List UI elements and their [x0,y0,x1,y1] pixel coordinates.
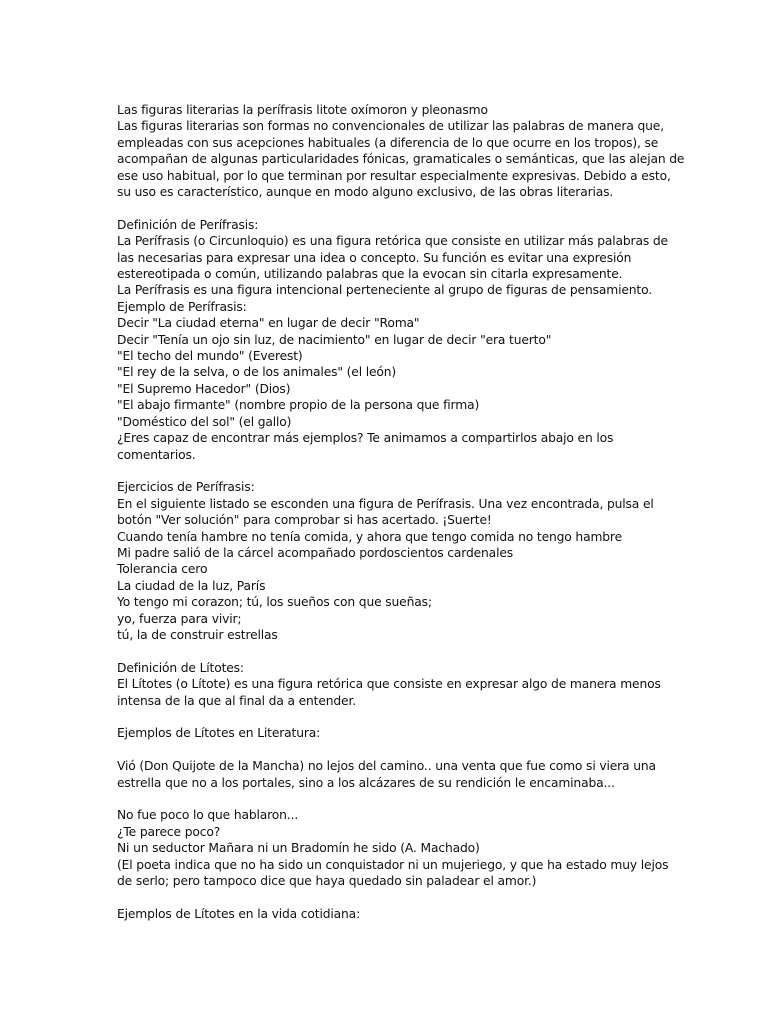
litotes-literature-line: de serlo; pero tampoco dice que haya quedado sin paladear el amor.) [117,874,537,888]
perifrasis-definition-line: La Perífrasis es una figura intencional perteneciente al grupo de figuras de pensamiento. [117,283,652,298]
perifrasis-example-line: "Doméstico del sol" (el gallo) [117,414,292,429]
paragraph-gap [117,889,657,905]
section-heading-perifrasis-exercises: Ejercicios de Perífrasis: [117,480,255,495]
perifrasis-exercise-line: Tolerancia cero [117,562,208,577]
perifrasis-example-line: comentarios. [117,447,196,462]
document-body [117,102,685,922]
perifrasis-example-line: ¿Eres capaz de encontrar más ejemplos? Te animamos a compartirlos abajo en los [117,431,614,446]
intro-line: empleadas con sus acepciones habituales (a diferencia de lo que ocurre en los tropos), se [117,135,659,150]
perifrasis-definition-line: estereotipada o común, utilizando palabras que la evocan sin citarla expresamente. [117,267,623,282]
perifrasis-exercise-line: Cuando tenía hambre no tenía comida, y ahora que tengo comida no tengo hambre [117,529,622,544]
paragraph-gap [117,463,657,479]
litotes-definition-line: El Lítotes (o Lítote) es una figura retórica que consiste en expresar algo de manera menos [117,677,661,692]
section-heading-perifrasis-example: Ejemplo de Perífrasis: [117,299,247,314]
intro-line: su uso es característico, aunque en modo alguno exclusivo, de las obras literarias. [117,185,614,200]
perifrasis-example-line: "El rey de la selva, o de los animales" (el león) [117,365,397,380]
perifrasis-definition-line: las necesarias para expresar una idea o concepto. Su función es evitar una expresión [117,250,632,265]
perifrasis-example-line: "El abajo firmante" (nombre propio de la persona que firma) [117,398,480,413]
intro-line: acompañan de algunas particularidades fónicas, gramaticales o semánticas, que las alejan de [117,152,685,167]
litotes-literature-line: Vió (Don Quijote de la Mancha) no lejos del camino.. una venta que fue como si viera una [117,759,656,774]
section-heading-litotes-daily: Ejemplos de Lítotes en la vida cotidiana: [117,906,361,921]
intro-line: Las figuras literarias son formas no convencionales de utilizar las palabras de manera que, [117,119,664,134]
perifrasis-exercise-line: tú, la de construir estrellas [117,627,278,642]
litotes-literature-line: ¿Te parece poco? [117,824,221,839]
paragraph-gap [117,742,657,758]
litotes-literature-line: (El poeta indica que no ha sido un conquistador ni un mujeriego, y que ha estado muy lejos [117,857,669,872]
litotes-definition-line: intensa de la que al final da a entender. [117,693,357,708]
intro-line: ese uso habitual, por lo que terminan por resultar especialmente expresivas. Debido a esto, [117,168,671,183]
perifrasis-example-line: "El techo del mundo" (Everest) [117,349,303,364]
section-heading-litotes-literature: Ejemplos de Lítotes en Literatura: [117,726,321,741]
perifrasis-example-line: "El Supremo Hacedor" (Dios) [117,381,291,396]
perifrasis-exercise-line: Mi padre salió de la cárcel acompañado pordoscientos cardenales [117,545,514,560]
perifrasis-exercise-line: botón "Ver solución" para comprobar si has acertado. ¡Suerte! [117,513,492,528]
litotes-literature-line: Ni un seductor Mañara ni un Bradomín he sido (A. Machado) [117,841,480,856]
litotes-literature-line: No fue poco lo que hablaron... [117,808,299,823]
paragraph-gap [117,791,657,807]
perifrasis-definition-line: La Perífrasis (o Circunloquio) es una figura retórica que consiste en utilizar más palabras de [117,234,668,249]
perifrasis-exercise-line: En el siguiente listado se esconden una figura de Perífrasis. Una vez encontrada, pulsa el [117,496,654,511]
paragraph-gap [117,643,657,659]
paragraph-gap [117,709,657,725]
document-title: Las figuras literarias la perífrasis litote oxímoron y pleonasmo [117,103,488,117]
perifrasis-exercise-line: Yo tengo mi corazon; tú, los sueños con que sueñas; [117,595,432,610]
perifrasis-example-line: Decir "Tenía un ojo sin luz, de nacimiento" en lugar de decir "era tuerto" [117,332,552,347]
section-heading-perifrasis-definition: Definición de Perífrasis: [117,217,259,232]
perifrasis-exercise-line: yo, fuerza para vivir; [117,611,242,626]
paragraph-gap [117,200,657,216]
perifrasis-exercise-line: La ciudad de la luz, París [117,578,266,593]
litotes-literature-line: estrella que no a los portales, sino a los alcázares de su rendición le encaminaba... [117,775,615,790]
perifrasis-example-line: Decir "La ciudad eterna" en lugar de decir "Roma" [117,316,420,331]
section-heading-litotes-definition: Definición de Lítotes: [117,660,244,675]
